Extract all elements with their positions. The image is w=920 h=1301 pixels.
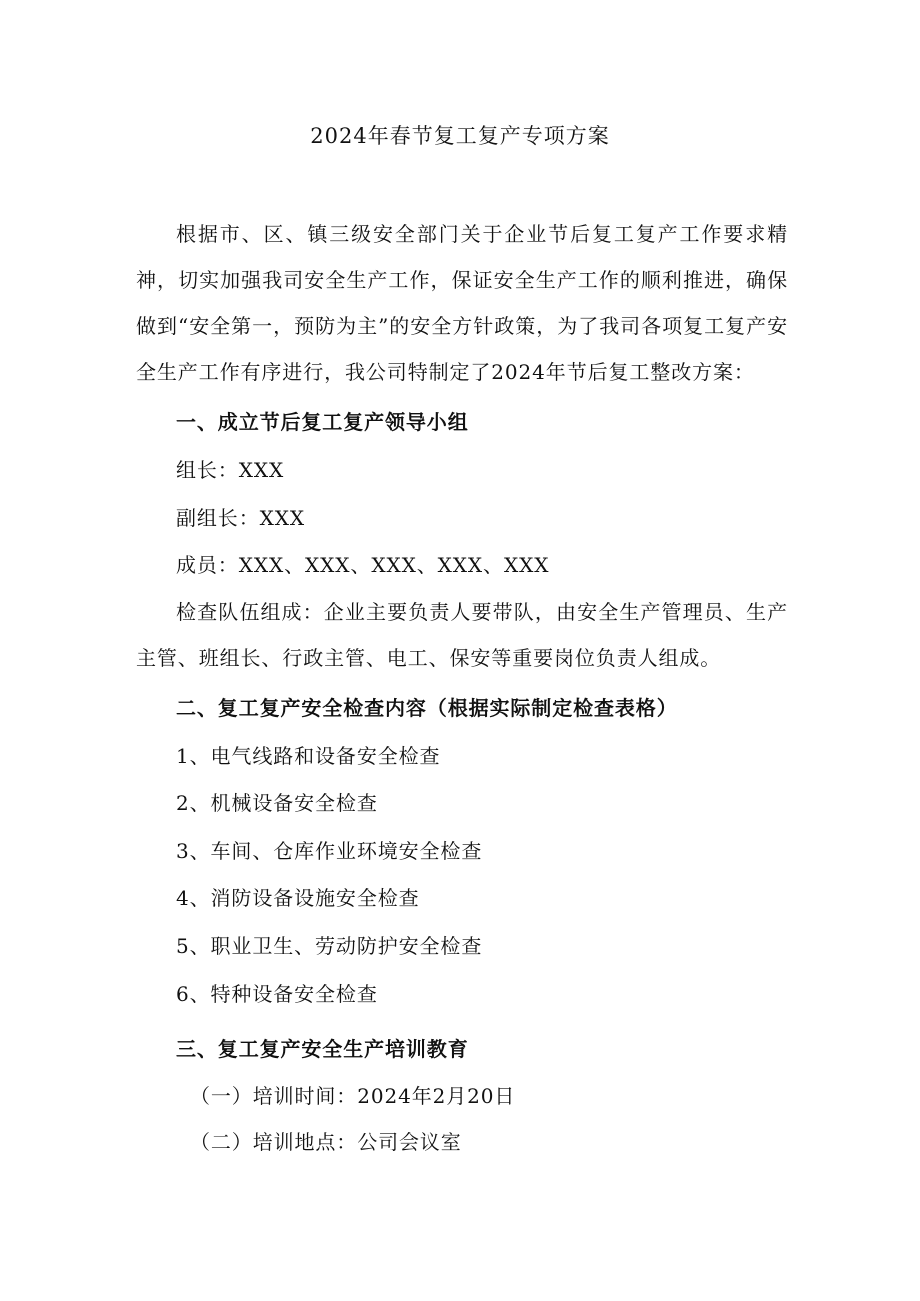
section3-heading: 三、复工复产安全生产培训教育 [176, 1037, 469, 1061]
leader-line: 组长：XXX [176, 458, 285, 482]
document-title: 2024年春节复工复产专项方案 [310, 124, 610, 148]
check-item: 2、机械设备安全检查 [176, 791, 378, 815]
intro-paragraph: 根据市、区、镇三级安全部门关于企业节后复工复产工作要求精神，切实加强我司安全生产工作，保证安全生产工作的顺利推进，确保做到“安全第一，预防为主”的安全方针政策，为了我司各项复工复产安全生产工作有序进行，我公司特制定了2024年节后复工整改方案： [136, 222, 788, 384]
inspection-team-paragraph: 检查队伍组成：企业主要负责人要带队，由安全生产管理员、生产主管、班组长、行政主管、电工、保安等重要岗位负责人组成。 [136, 600, 788, 670]
section1-heading: 一、成立节后复工复产领导小组 [176, 410, 469, 434]
check-item: 5、职业卫生、劳动防护安全检查 [176, 934, 483, 958]
section2-heading: 二、复工复产安全检查内容（根据实际制定检查表格） [176, 696, 678, 720]
deputy-leader-line: 副组长：XXX [176, 506, 306, 530]
members-line: 成员：XXX、XXX、XXX、XXX、XXX [176, 553, 550, 577]
check-item: 3、车间、仓库作业环境安全检查 [176, 839, 483, 863]
check-item: 4、消防设备设施安全检查 [176, 886, 420, 910]
check-item: 1、电气线路和设备安全检查 [176, 744, 441, 768]
check-item: 6、特种设备安全检查 [176, 982, 378, 1006]
training-item: （二）培训地点：公司会议室 [190, 1130, 462, 1154]
training-item: （一）培训时间：2024年2月20日 [190, 1084, 516, 1108]
